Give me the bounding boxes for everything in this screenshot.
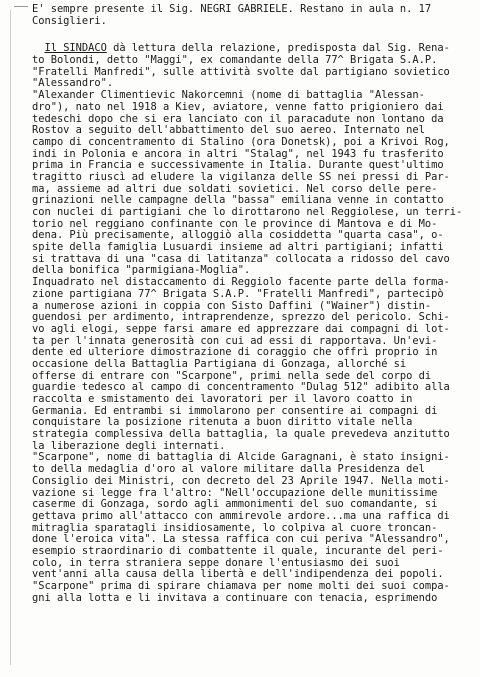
body-line: a numerose azioni in coppia con Sisto Daffini ("Wainer") distin-: [32, 299, 432, 312]
body-line: caserme di Gonzaga, sordo agli ammonimenti del suo comandante, si: [32, 498, 438, 511]
body-line: si trattava di una "casa di latitanza" collocata a ridosso del cavo: [32, 252, 450, 265]
body-line: offerse di entrare con "Scarpone", primi nella sede del corpo di: [32, 369, 432, 382]
body-line-text: dà lettura della relazione, predisposta dal Sig. Rena-: [106, 42, 450, 55]
body-line: to della medaglia d'oro al valore militare dalla Presidenza del: [32, 463, 425, 476]
body-line: occasione della Battaglia Partigiana di Gonzaga, allorché si: [32, 357, 407, 370]
body-line: colo, in terra straniera seppe donare l'entusiasmo dei suoi: [32, 556, 400, 569]
body-line: ma, assieme ad altri due soldati sovietici. Nel corso delle pere-: [32, 182, 438, 195]
body-line: Rostov a seguito dell'abbattimento del suo aereo. Internato nel: [32, 124, 425, 137]
body-line: gettava primo all'attacco con ammirevole ardore...ma una raffica di: [32, 509, 450, 522]
body-line: campo di concentramento di Stalino (ora Donetsk), poi a Krivoi Rog,: [32, 135, 450, 148]
body-line: della bonifica "parmigiana-Moglia".: [32, 264, 251, 277]
body-line: tedeschi dopo che si era lanciato con il paracadute non lontano da: [32, 112, 444, 125]
paragraph-gap: [32, 27, 472, 43]
body-line: grinazioni nelle campagne della "bassa" emiliana venne in contatto: [32, 194, 444, 207]
body-line: vent'anni alla causa della libertà e dell'indipendenza dei popoli.: [32, 568, 444, 581]
body-line: "Alessandro".: [32, 77, 114, 90]
margin-tick: [14, 6, 28, 7]
margin-rule: [10, 10, 11, 665]
body-line: "Fratelli Manfredi", sulle attività svolte dal partigiano sovietico: [32, 65, 450, 78]
body-line: dente ed ulteriore dimostrazione di coraggio che offrì proprio in: [32, 346, 438, 359]
body-line: spite della famiglia Lusuardi insieme ad altri partigiani; infatti: [32, 241, 444, 254]
body-line: vazione si legge fra l'altro: "Nell'occupazione delle munitissime: [32, 486, 438, 499]
speaker-label: Il SINDACO: [44, 42, 107, 55]
indent: [32, 42, 44, 54]
header-line: E' sempre presente il Sig. NEGRI GABRIELE. Restano in aula n. 17: [32, 3, 432, 15]
body-line: Germania. Ed entrambi si immolarono per consentire ai compagni di: [32, 404, 438, 417]
body-line: to Bolondi, detto "Maggi", ex comandante della 77^ Brigata S.A.P.: [32, 54, 438, 67]
body-line: "Scarpone", nome di battaglia di Alcide Garagnani, è stato insigni-: [32, 451, 450, 464]
body-line: con nuclei di partigiani che lo dirottarono nel Reggiolese, un terri-: [32, 206, 463, 218]
body-line: dro"), nato nel 1918 a Kiev, aviatore, venne fatto prigioniero dai: [32, 100, 444, 113]
body-line: strategia complessiva della battaglia, la quale prevedeva anzitutto: [32, 428, 450, 441]
body-line: "Scarpone" prima di spirare chiamava per nome molti dei suoi compa-: [32, 580, 450, 592]
body-line: torio nel reggiano confinante con le province di Mantova e di Mo-: [32, 217, 438, 230]
body-line: vo agli elogi, seppe farsi amare ed apprezzare dai compagni di lot-: [32, 322, 450, 335]
body-line: ta per l'innata generosità con cui ad essi di rapportava. Un'evi-: [32, 334, 438, 347]
body-line: conquistare la posizione ritenuta a buon diritto vitale nella: [32, 416, 413, 429]
body-line: esempio straordinario di combattente il quale, incurante del peri-: [32, 544, 444, 557]
body-line: Consiglio dei Ministri, con decreto del 23 Aprile 1947. Nella moti-: [32, 474, 450, 487]
body-line: "Alexander Climentievic Nakorcemni (nome di battaglia "Alessan-: [32, 89, 425, 102]
body-line: guardie tedesco al campo di concentramento "Dulag 512" adibito alla: [32, 381, 450, 394]
body-line: indi in Polonia e ancora in altri "Stalag", nel 1943 fu trasferito: [32, 147, 444, 160]
document-text: [32, 4, 472, 604]
body-text: [32, 43, 472, 604]
body-line: done l'eroica vita". La stessa raffica con cui periva "Alessandro",: [32, 533, 450, 546]
body-line: zione partigiana 77^ Brigata S.A.P. "Fratelli Manfredi", partecipò: [32, 287, 444, 300]
body-line: dena. Più precisamente, alloggiò alla cosiddetta "quarta casa", o-: [32, 229, 444, 242]
body-line: la liberazione degli internati.: [32, 439, 226, 452]
body-line: guendosi per ardimento, intraprendenze, sprezzo del pericolo. Schi-: [32, 311, 450, 324]
header-line: Consiglieri.: [32, 14, 107, 27]
body-line: prima in Francia e successivamente in Italia. Durante quest'ultimo: [32, 159, 444, 172]
body-line: raccolta e smistamento dei lavoratori per il lavoro coatto in: [32, 393, 413, 405]
body-line: gni alla lotta e li invitava a continuare con tenacia, esprimendo: [32, 591, 438, 604]
body-line: mitraglia sparatagli insidiosamente, lo colpiva al cuore troncan-: [32, 521, 438, 534]
body-line: tragitto riuscì ad eludere la vigilanza delle SS nei pressi di Par-: [32, 170, 450, 183]
body-line: Inquadrato nel distaccamento di Reggiolo facente parte della forma-: [32, 276, 450, 289]
